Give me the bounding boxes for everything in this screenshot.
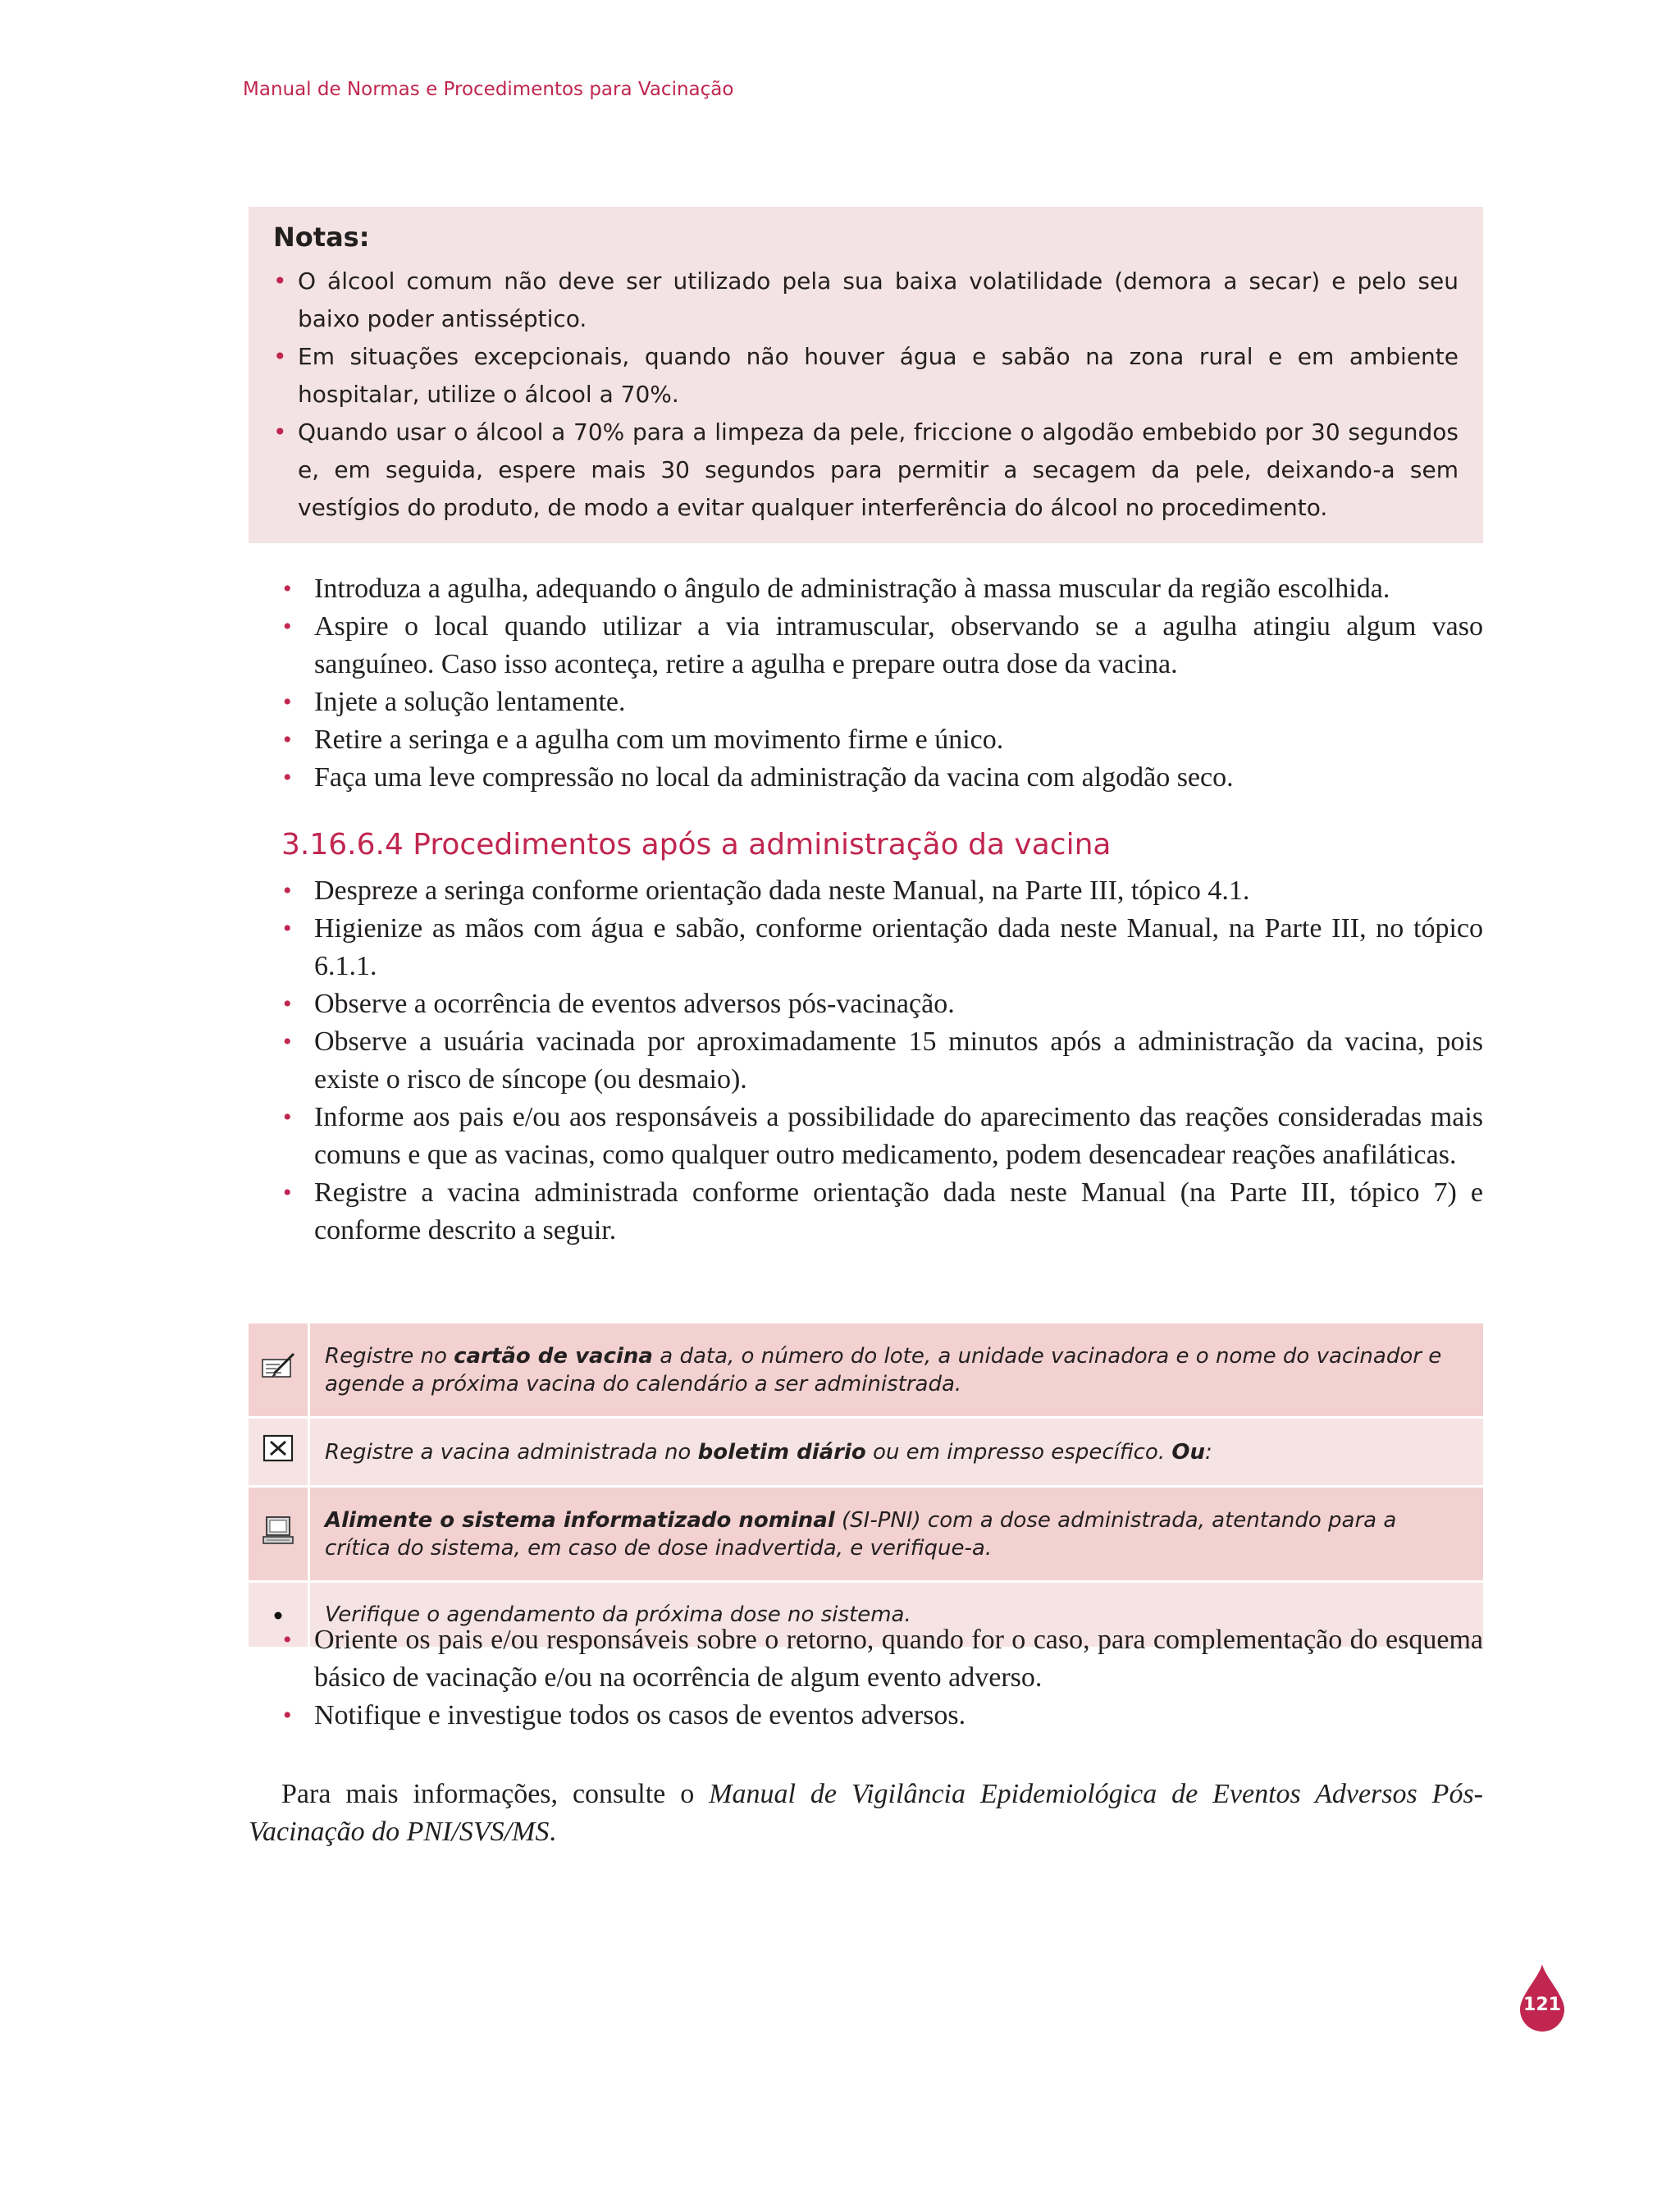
list-item-text: Despreze a seringa conforme orientação dada neste Manual, na Parte III, tópico 4.1.	[314, 875, 1250, 906]
registration-table	[249, 1323, 1483, 1647]
bullet-icon: •	[273, 343, 287, 371]
cell-text: Verifique o agendamento da próxima dose no sistema.	[325, 1602, 911, 1627]
cell-bold-text: boletim diário	[697, 1439, 866, 1465]
list-item-text: Observe a ocorrência de eventos adversos pós-vacinação.	[314, 989, 955, 1019]
cell-text: (SI-PNI) com a dose administrada, atentando para a crítica do sistema, em caso de dose inadvertida, e verifique-a.	[325, 1507, 1397, 1561]
notes-item	[273, 263, 1459, 338]
pen-writing-icon	[260, 1352, 296, 1387]
list-item	[281, 1174, 1483, 1250]
cell-text: :	[1205, 1439, 1212, 1465]
list-item-text: Informe aos pais e/ou aos responsáveis a possibilidade do aparecimento das reações consideradas mais comuns e que as vacinas, como qualquer outro medicamento, podem desencadear reações anafiláticas.	[314, 1102, 1483, 1170]
list-item	[281, 1621, 1483, 1697]
table-row	[249, 1418, 1483, 1487]
bullet-icon: •	[283, 688, 292, 715]
cell-text: ou em impresso específico.	[865, 1439, 1172, 1465]
bullet-icon: •	[283, 1702, 292, 1729]
list-item	[281, 1099, 1483, 1174]
notes-title: Notas:	[273, 222, 370, 253]
list-item-text: Retire a seringa e a agulha com um movimento firme e único.	[314, 725, 1004, 755]
closing-text: Para mais informações, consulte o	[281, 1779, 710, 1809]
page-number: 121	[1523, 1995, 1561, 2015]
running-header: Manual de Normas e Procedimentos para Vacinação	[243, 79, 734, 100]
list-item	[281, 683, 1483, 721]
list-item	[281, 608, 1483, 683]
bullet-icon: •	[283, 1028, 292, 1055]
notes-box	[249, 207, 1483, 543]
bullet-icon: •	[283, 726, 292, 753]
list-item	[281, 910, 1483, 985]
list-item	[281, 1023, 1483, 1099]
notes-item	[273, 414, 1459, 527]
cell-bold-text: Ou	[1171, 1439, 1205, 1465]
closing-text: .	[549, 1817, 556, 1847]
table-cell-text	[309, 1323, 1484, 1418]
table-row	[249, 1487, 1483, 1582]
notes-item-text: Quando usar o álcool a 70% para a limpeza da pele, friccione o algodão embebido por 30 segundos e, em seguida, espere mais 30 segundos para permitir a secagem da pele, deixando-a sem vestígios do produto, de modo a evitar qualquer interferência do álcool no procedimento.	[298, 418, 1459, 522]
list-item	[281, 1697, 1483, 1735]
administration-steps-list	[281, 570, 1483, 797]
follow-up-list	[281, 1621, 1483, 1735]
table-cell-text	[309, 1418, 1484, 1487]
cell-text: Registre a vacina administrada no	[325, 1439, 698, 1465]
list-item-text: Injete a solução lentamente.	[314, 687, 626, 717]
checkbox-x-icon	[262, 1434, 294, 1470]
list-item-text: Registre a vacina administrada conforme orientação dada neste Manual (na Parte III, tópico 7) e conforme descrito a seguir.	[314, 1177, 1483, 1246]
list-item-text: Notifique e investigue todos os casos de eventos adversos.	[314, 1700, 966, 1730]
bullet-icon: •	[283, 1626, 292, 1653]
cell-bold-text: cartão de vacina	[454, 1343, 653, 1369]
bullet-icon: •	[283, 575, 292, 602]
bullet-icon: •	[283, 613, 292, 640]
bullet-icon: •	[273, 418, 287, 446]
list-item-text: Faça uma leve compressão no local da administração da vacina com algodão seco.	[314, 762, 1234, 793]
list-item-text: Oriente os pais e/ou responsáveis sobre o retorno, quando for o caso, para complementação do esquema básico de vacinação e/ou na ocorrência de algum evento adverso.	[314, 1625, 1483, 1693]
list-item	[281, 721, 1483, 759]
section-title: 3.16.6.4 Procedimentos após a administração da vacina	[281, 828, 1112, 862]
bullet-icon: •	[283, 1104, 292, 1131]
cell-bold-text: Alimente o sistema informatizado nominal	[325, 1507, 835, 1533]
list-item-text: Observe a usuária vacinada por aproximadamente 15 minutos após a administração da vacina, pois existe o risco de síncope (ou desmaio).	[314, 1026, 1483, 1095]
notes-item-text: Em situações excepcionais, quando não houver água e sabão na zona rural e em ambiente hospitalar, utilize o álcool a 70%.	[298, 343, 1459, 409]
icon-cell	[249, 1323, 309, 1418]
notes-item	[273, 338, 1459, 414]
cell-text: a data, o número do lote, a unidade vacinadora e o nome do vacinador e agende a próxima vacina do calendário a ser administrada.	[325, 1343, 1442, 1396]
list-item-text: Higienize as mãos com água e sabão, conforme orientação dada neste Manual, na Parte III, no tópico 6.1.1.	[314, 913, 1483, 981]
list-item-text: Aspire o local quando utilizar a via intramuscular, observando se a agulha atingiu algum vaso sanguíneo. Caso isso aconteça, retire a agulha e prepare outra dose da vacina.	[314, 611, 1483, 679]
list-item	[281, 872, 1483, 910]
cell-text: Registre no	[325, 1343, 454, 1369]
post-administration-list	[281, 872, 1483, 1250]
notes-item-text: O álcool comum não deve ser utilizado pela sua baixa volatilidade (demora a secar) e pelo seu baixo poder antisséptico.	[298, 267, 1459, 333]
bullet-icon: •	[283, 1179, 292, 1206]
bullet-icon: •	[283, 764, 292, 791]
list-item-text: Introduza a agulha, adequando o ângulo de administração à massa muscular da região escolhida.	[314, 574, 1390, 604]
bullet-icon: •	[283, 877, 292, 904]
icon-cell	[249, 1487, 309, 1582]
list-item	[281, 985, 1483, 1023]
computer-icon	[262, 1515, 294, 1552]
bullet-icon: •	[283, 990, 292, 1017]
table-row	[249, 1323, 1483, 1418]
icon-cell	[249, 1418, 309, 1487]
bullet-icon: •	[273, 267, 287, 295]
table-cell-text	[309, 1487, 1484, 1582]
list-item	[281, 570, 1483, 608]
bullet-icon: •	[283, 915, 292, 942]
notes-list	[273, 263, 1459, 527]
list-item	[281, 759, 1483, 797]
closing-paragraph	[249, 1776, 1483, 1851]
manual-reference: Manual de Vigilância Epidemiológica de Eventos Adversos Pós-Vacinação do PNI/SVS/MS	[249, 1779, 1483, 1847]
